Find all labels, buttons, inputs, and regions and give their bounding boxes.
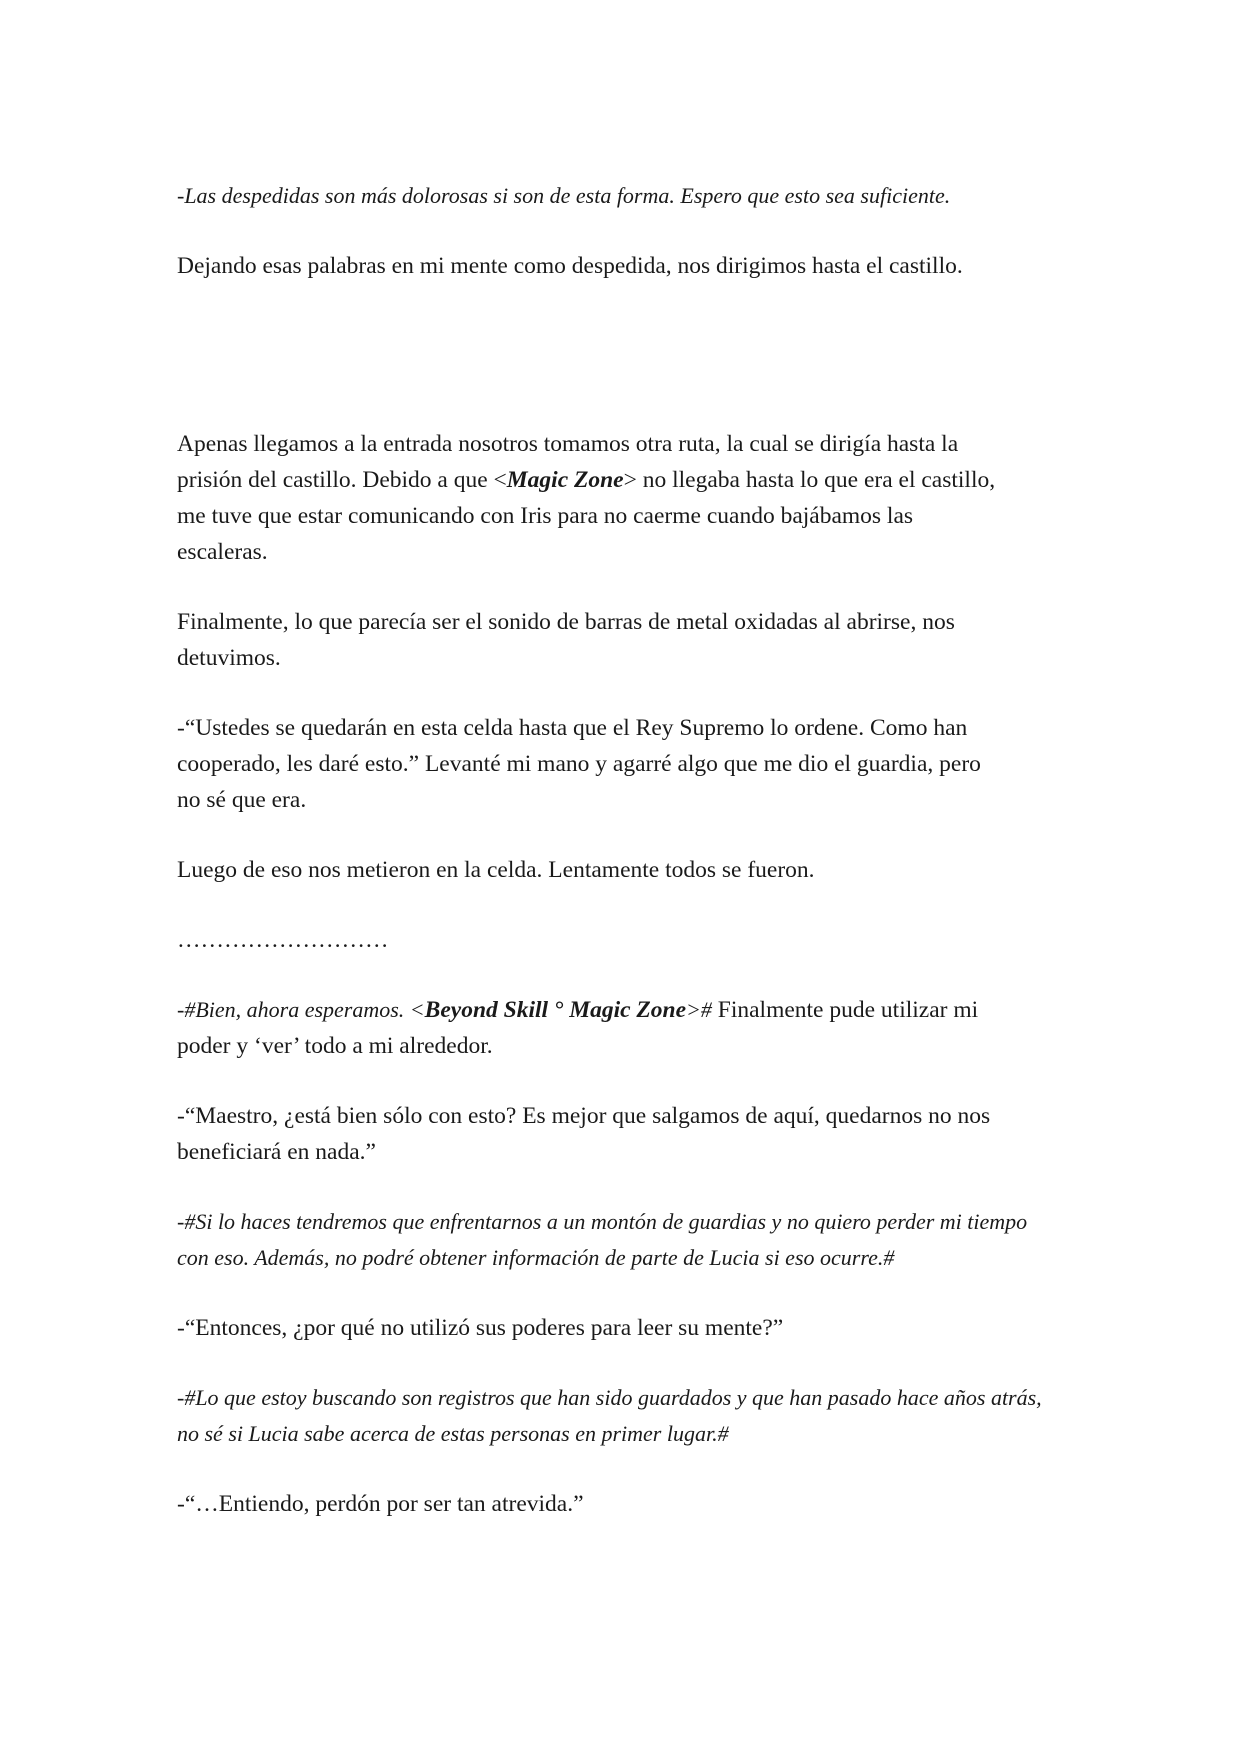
- paragraph-guard-speech: [177, 710, 1077, 818]
- paragraph-into-cell: Luego de eso nos metieron en la celda. Lentamente todos se fueron.: [177, 857, 815, 883]
- paragraph-heading-to-castle: Dejando esas palabras en mi mente como despedida, nos dirigimos hasta el castillo.: [177, 253, 963, 279]
- scene-break-ellipsis: ………………………: [177, 927, 389, 953]
- skill-name: Beyond Skill ° Magic Zone: [424, 997, 687, 1023]
- thought-text: -#Bien, ahora esperamos. <: [177, 997, 425, 1022]
- skill-name: Magic Zone: [506, 467, 624, 493]
- paragraph-apology: -“…Entiendo, perdón por ser tan atrevida.”: [177, 1491, 584, 1517]
- paragraph-records-thought: [177, 1380, 1077, 1452]
- text-line: cooperado, les daré esto.” Levanté mi mano y agarré algo que me dio el guardia, pero: [177, 751, 981, 777]
- paragraph-prison-route: [177, 426, 1077, 570]
- text-span: Finalmente pude utilizar mi: [711, 997, 979, 1023]
- text-line: -“Ustedes se quedarán en esta celda hasta que el Rey Supremo lo ordene. Como han: [177, 715, 968, 741]
- paragraph-farewell-thought: -Las despedidas son más dolorosas si son de esta forma. Espero que esto sea suficiente.: [177, 183, 951, 208]
- text-line: escaleras.: [177, 539, 268, 565]
- text-line: -“Maestro, ¿está bien sólo con esto? Es mejor que salgamos de aquí, quedarnos no nos: [177, 1103, 991, 1129]
- paragraph-magic-zone: [177, 992, 1077, 1064]
- text-line: con eso. Además, no podré obtener información de parte de Lucia si eso ocurre.#: [177, 1245, 895, 1270]
- text-line: [177, 992, 1077, 1028]
- paragraph-iris-question: [177, 1098, 1077, 1170]
- thought-text: >#: [686, 997, 712, 1022]
- text-line: Apenas llegamos a la entrada nosotros tomamos otra ruta, la cual se dirigía hasta la: [177, 431, 959, 457]
- text-line: Finalmente, lo que parecía ser el sonido de barras de metal oxidadas al abrirse, nos: [177, 609, 955, 635]
- paragraph-metal-bars: [177, 604, 1077, 676]
- text-line: me tuve que estar comunicando con Iris para no caerme cuando bajábamos las: [177, 503, 914, 529]
- text-line: detuvimos.: [177, 645, 281, 671]
- paragraph-guards-thought: [177, 1204, 1077, 1276]
- text-line: poder y ‘ver’ todo a mi alrededor.: [177, 1033, 493, 1059]
- document-page: [177, 178, 1077, 1522]
- text-span: prisión del castillo. Debido a que <: [177, 467, 507, 493]
- text-span: > no llegaba hasta lo que era el castillo,: [623, 467, 996, 493]
- text-line: -#Lo que estoy buscando son registros que han sido guardados y que han pasado hace años atrás,: [177, 1385, 1042, 1410]
- text-line: [177, 462, 1077, 498]
- text-line: beneficiará en nada.”: [177, 1139, 376, 1165]
- text-line: no sé si Lucia sabe acerca de estas personas en primer lugar.#: [177, 1421, 729, 1446]
- text-line: -#Si lo haces tendremos que enfrentarnos a un montón de guardias y no quiero perder mi tiempo: [177, 1209, 1028, 1234]
- paragraph-read-mind-question: -“Entonces, ¿por qué no utilizó sus poderes para leer su mente?”: [177, 1315, 784, 1341]
- text-line: no sé que era.: [177, 787, 307, 813]
